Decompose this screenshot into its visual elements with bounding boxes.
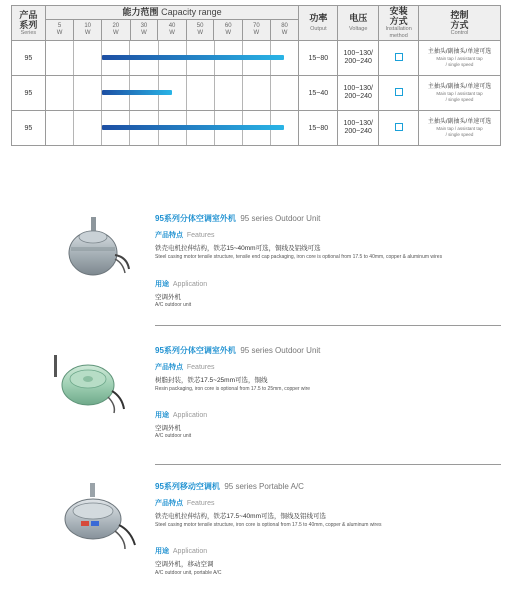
watt-value: 50	[196, 23, 204, 29]
capacity-range-cell	[45, 41, 299, 76]
install-header-en: Installation method	[385, 26, 412, 39]
table-row	[12, 111, 501, 146]
watt-unit: W	[84, 30, 91, 36]
product-title-cn: 95系列移动空调机	[155, 482, 220, 491]
control-text-en: Main tap / assistant tap / single speed	[436, 91, 483, 102]
product-title-en: 95 series Outdoor Unit	[240, 346, 321, 355]
product-title-cn: 95系列分体空调室外机	[155, 214, 236, 223]
watt-scale-cell	[186, 20, 214, 41]
output-cell: 15~80	[299, 111, 338, 146]
control-cell	[419, 111, 501, 146]
watt-value: 20	[112, 23, 120, 29]
voltage-cell: 100~130/ 200~240	[338, 76, 379, 111]
features-label	[155, 498, 215, 508]
features-label-en: Features	[186, 500, 215, 507]
features-label	[155, 362, 215, 372]
capacity-range-bar	[102, 55, 284, 60]
portable-ac-motor-image	[55, 481, 140, 553]
capacity-range-bar	[102, 90, 172, 95]
voltage-header-cn: 电压	[349, 13, 368, 23]
watt-scale-cell	[74, 20, 102, 41]
table-row	[12, 76, 501, 111]
watt-unit: W	[225, 30, 232, 36]
table-body	[12, 41, 501, 146]
features-label-cn: 产品特点	[155, 364, 183, 371]
watt-unit: W	[141, 30, 147, 36]
product-title	[155, 213, 320, 224]
watt-value: 60	[224, 23, 232, 29]
feature-text-cn: 树脂封装，铁芯17.5~25mm可选，铜线	[155, 377, 268, 384]
watt-scale-cell	[45, 20, 74, 41]
watt-value: 40	[168, 23, 176, 29]
features-label-cn: 产品特点	[155, 232, 183, 239]
watt-scale-cell	[101, 20, 130, 41]
control-text-cn: 主抽头/副抽头/单速可选	[427, 119, 492, 125]
feature-text-cn: 铁壳电机拉伸结构，铁芯17.5~40mm可选，铜线及铝线可选	[155, 513, 327, 520]
product-title-cn: 95系列分体空调室外机	[155, 346, 236, 355]
separator-line	[155, 325, 501, 326]
watt-scale-cell	[130, 20, 158, 41]
capacity-range-cn: 能力范围	[122, 7, 159, 17]
control-text-cn: 主抽头/副抽头/单速可选	[427, 84, 492, 90]
features-label-en: Features	[186, 364, 215, 371]
usage-text-en: A/C outdoor unit, portable A/C	[155, 570, 222, 576]
usage-label-cn: 用途	[155, 548, 169, 555]
watt-unit: W	[56, 30, 63, 36]
usage-label-en: Application	[172, 281, 208, 288]
watt-value: 5	[57, 23, 62, 29]
table-row	[12, 41, 501, 76]
product-item-2	[0, 337, 514, 457]
usage-label-en: Application	[172, 412, 208, 419]
output-header-en: Output	[310, 26, 327, 32]
install-checkbox-icon	[395, 53, 403, 61]
series-header	[12, 6, 46, 41]
usage-label	[155, 279, 207, 289]
features-label-en: Features	[186, 232, 215, 239]
control-cell	[419, 76, 501, 111]
product-title-en: 95 series Outdoor Unit	[240, 214, 321, 223]
control-cell	[419, 41, 501, 76]
control-header-en: Control	[450, 29, 469, 36]
usage-text-cn: 空调外机	[155, 294, 181, 301]
product-title	[155, 345, 320, 356]
capacity-range-cell	[45, 111, 299, 146]
feature-text-cn: 铁壳电机拉伸结构，铁芯15~40mm可选，铜线及铝线可选	[155, 245, 321, 252]
output-cell: 15~80	[299, 41, 338, 76]
features-label-cn: 产品特点	[155, 500, 183, 507]
usage-text-cn: 空调外机，移动空调	[155, 561, 214, 568]
install-cell	[379, 76, 419, 111]
watt-unit: W	[281, 30, 288, 36]
watt-unit: W	[169, 30, 175, 36]
watt-scale-cell	[214, 20, 243, 41]
install-checkbox-icon	[395, 123, 403, 131]
capacity-range-en: Capacity range	[161, 7, 222, 17]
control-header-cn: 控制 方式	[450, 9, 469, 30]
voltage-cell: 100~130/ 200~240	[338, 41, 379, 76]
output-cell: 15~40	[299, 76, 338, 111]
watt-unit: W	[253, 30, 260, 36]
product-title-en: 95 series Portable A/C	[224, 482, 304, 491]
watt-value: 10	[84, 23, 92, 29]
control-text-en: Main tap / assistant tap / single speed	[436, 56, 483, 67]
series-cell: 95	[12, 76, 46, 111]
outdoor-motor-resin-image	[50, 345, 130, 417]
watt-value: 80	[281, 23, 288, 29]
product-item-1	[0, 205, 514, 325]
capacity-spec-table	[11, 5, 501, 146]
feature-text-en: Resin packaging, iron core is optional from 17.5 to 25mm, copper wire	[155, 386, 311, 392]
capacity-range-cell	[45, 76, 299, 111]
install-header-cn: 安装 方式	[389, 6, 408, 26]
product-item-3	[0, 477, 514, 587]
control-header	[419, 6, 501, 41]
feature-text-en: Steel casing motor tensile structure, iron core is optional from 17.5 to 40mm, copper & aluminum wires	[155, 522, 382, 528]
series-cell: 95	[12, 111, 46, 146]
outdoor-motor-steel-image	[55, 213, 135, 283]
install-checkbox-icon	[395, 88, 403, 96]
watt-unit: W	[112, 30, 119, 36]
watt-scale-cell	[270, 20, 299, 41]
voltage-header	[338, 6, 379, 41]
output-header-cn: 功率	[309, 13, 328, 23]
install-cell	[379, 111, 419, 146]
watt-scale-cell	[243, 20, 271, 41]
usage-label-cn: 用途	[155, 281, 169, 288]
series-cell: 95	[12, 41, 46, 76]
watt-value: 30	[140, 23, 148, 29]
feature-text-en: Steel casing motor tensile structure, tensile end cap packaging, iron core is optional from 17.5 to 40mm, copper & aluminum wires	[155, 254, 443, 260]
watt-scale-cell	[158, 20, 187, 41]
usage-label-cn: 用途	[155, 412, 169, 419]
voltage-cell: 100~130/ 200~240	[338, 111, 379, 146]
usage-label-en: Application	[172, 548, 208, 555]
usage-text-cn: 空调外机	[155, 425, 181, 432]
capacity-range-bar	[102, 125, 284, 130]
series-header-cn: 产品 系列	[19, 9, 38, 30]
usage-label	[155, 410, 207, 420]
product-title	[155, 481, 304, 492]
voltage-header-en: Voltage	[349, 26, 368, 32]
watt-unit: W	[197, 30, 203, 36]
features-label	[155, 230, 215, 240]
install-header	[379, 6, 419, 41]
capacity-range-header	[45, 6, 299, 20]
series-header-en: Series	[20, 29, 37, 36]
control-text-en: Main tap / assistant tap / single speed	[436, 126, 483, 137]
control-text-cn: 主抽头/副抽头/单速可选	[427, 49, 492, 55]
separator-line	[155, 464, 501, 465]
watt-value: 70	[253, 23, 260, 29]
usage-text-en: A/C outdoor unit	[155, 433, 192, 439]
install-cell	[379, 41, 419, 76]
usage-text-en: A/C outdoor unit	[155, 302, 192, 308]
output-header	[299, 6, 338, 41]
usage-label	[155, 546, 207, 556]
